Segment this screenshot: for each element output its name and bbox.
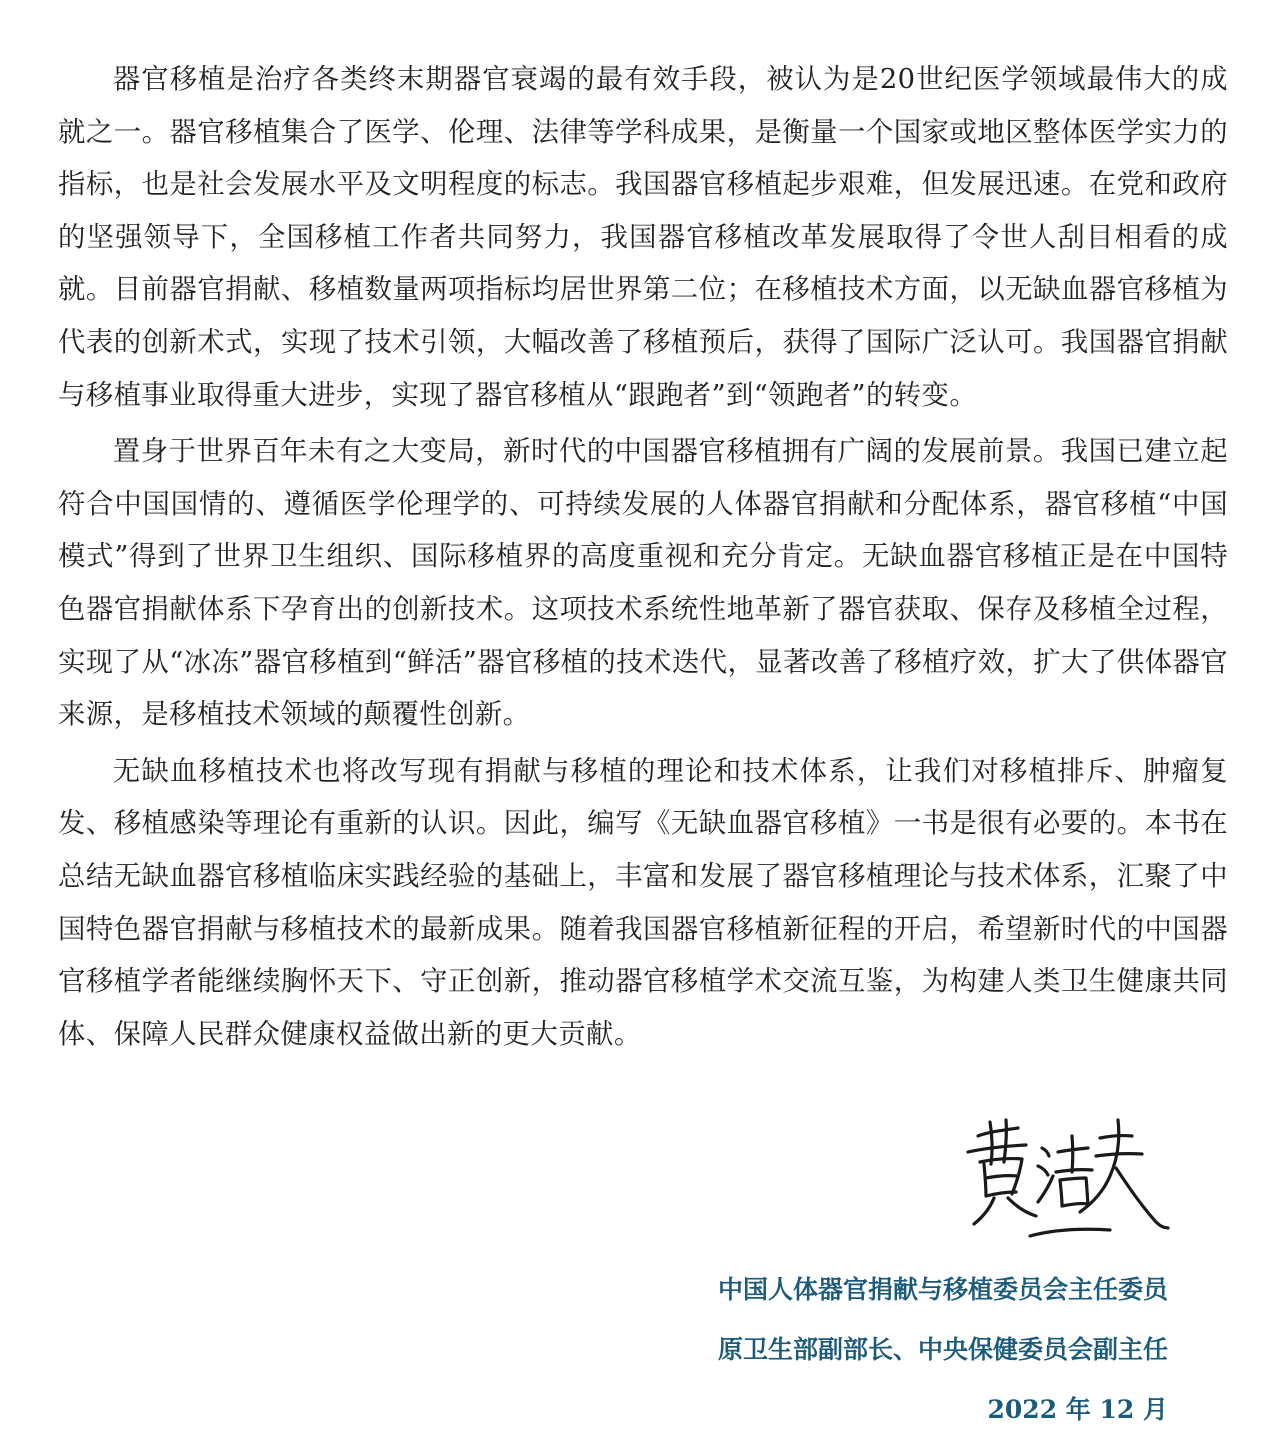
signoff-block bbox=[718, 1260, 1168, 1440]
signer-title-2: 原卫生部副部长、中央保健委员会副主任 bbox=[717, 1335, 1168, 1364]
preface-body bbox=[58, 54, 1228, 1061]
signer-title-1: 中国人体器官捐献与移植委员会主任委员 bbox=[717, 1275, 1168, 1304]
paragraph-2: 置身于世界百年未有之大变局，新时代的中国器官移植拥有广阔的发展前景。我国已建立起符合中国国情的、遵循医学伦理学的、可持续发展的人体器官捐献和分配体系，器官移植“中国模式”得到了世界卫生组织、国际移植界的高度重视和充分肯定。无缺血器官移植正是在中国特色器官捐献体系下孕育出的创新技术。这项技术系统性地革新了器官获取、保存及移植全过程，实现了从“冰冻”器官移植到“鲜活”器官移植的技术迭代，显著改善了移植疗效，扩大了供体器官来源，是移植技术领域的颠覆性创新。 bbox=[58, 436, 1228, 731]
handwritten-signature bbox=[960, 1118, 1170, 1248]
paragraph-1: 器官移植是治疗各类终末期器官衰竭的最有效手段，被认为是20世纪医学领域最伟大的成就之一。器官移植集合了医学、伦理、法律等学科成果，是衡量一个国家或地区整体医学实力的指标，也是社会发展水平及文明程度的标志。我国器官移植起步艰难，但发展迅速。在党和政府的坚强领导下，全国移植工作者共同努力，我国器官移植改革发展取得了令世人刮目相看的成就。目前器官捐献、移植数量两项指标均居世界第二位；在移植技术方面，以无缺血器官移植为代表的创新术式，实现了技术引领，大幅改善了移植预后，获得了国际广泛认可。我国器官捐献与移植事业取得重大进步，实现了器官移植从“跟跑者”到“领跑者”的转变。 bbox=[58, 64, 1228, 411]
paragraph-3: 无缺血移植技术也将改写现有捐献与移植的理论和技术体系，让我们对移植排斥、肿瘤复发、移植感染等理论有重新的认识。因此，编写《无缺血器官移植》一书是很有必要的。本书在总结无缺血器官移植临床实践经验的基础上，丰富和发展了器官移植理论与技术体系，汇聚了中国特色器官捐献与移植技术的最新成果。随着我国器官移植新征程的开启，希望新时代的中国器官移植学者能继续胸怀天下、守正创新，推动器官移植学术交流互鉴，为构建人类卫生健康共同体、保障人民群众健康权益做出新的更大贡献。 bbox=[58, 755, 1228, 1050]
signoff-date: 2022 年 12 月 bbox=[987, 1395, 1168, 1424]
